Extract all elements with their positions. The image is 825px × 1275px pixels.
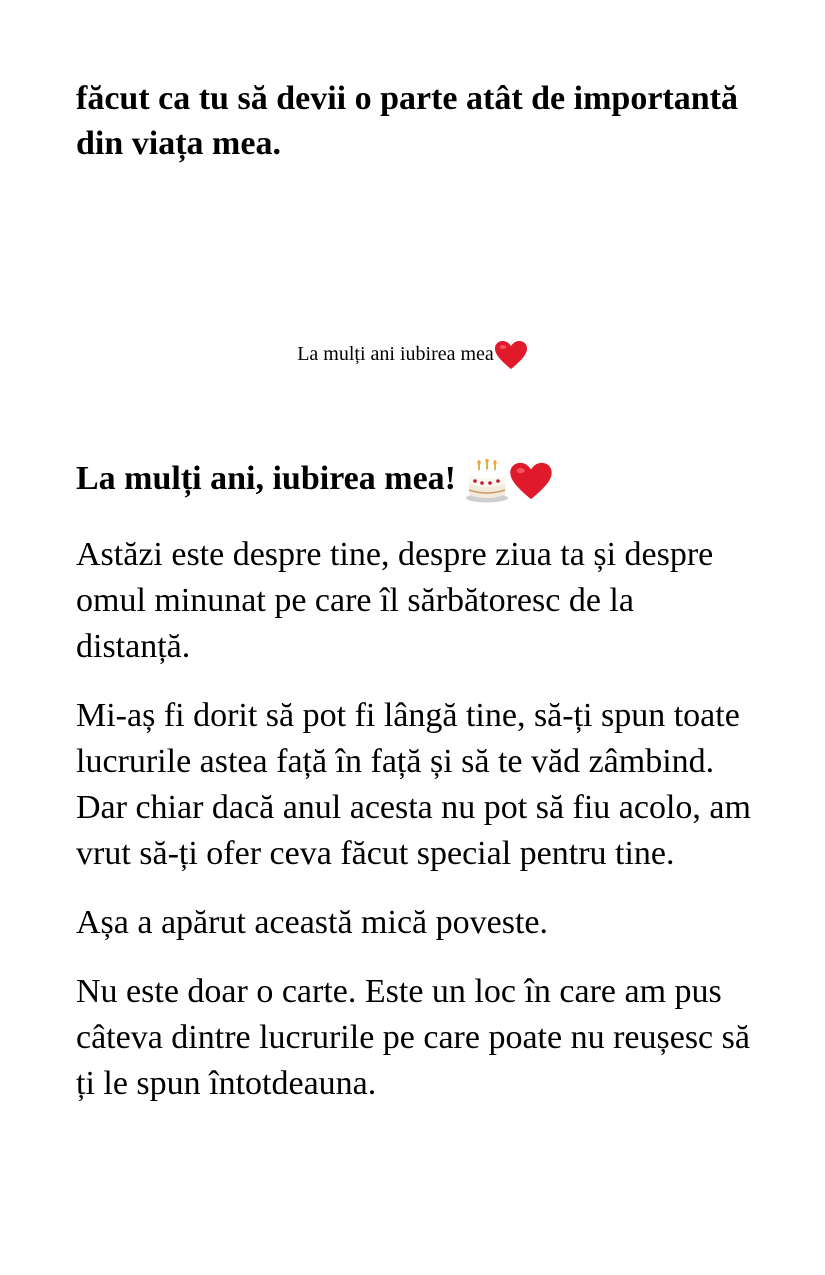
heading-text: La mulți ani, iubirea mea!: [76, 460, 456, 497]
paragraph: Mi-aș fi dorit să pot fi lângă tine, să-ți spun toate lucrurile astea față în față și să te văd zâmbind. Dar chiar dacă anul acesta nu pot să fiu acolo, am vrut să-ți ofer ceva făcut special pentru tine.: [76, 697, 751, 872]
caption-text: La mulți ani iubirea mea: [297, 343, 494, 365]
continued-paragraph: făcut ca tu să devii o parte atât de importantă din viața mea.: [76, 80, 738, 162]
letter-body: [76, 532, 756, 1130]
paragraph: Așa a apărut această mică poveste.: [76, 904, 548, 941]
paragraph: Nu este doar o carte. Este un loc în care am pus câteva dintre lucrurile pe care poate nu reușesc să ți le spun întotdeauna.: [76, 973, 750, 1102]
letter-heading: [76, 455, 776, 503]
red-heart-icon: [509, 461, 553, 501]
birthday-cake-icon: [465, 459, 509, 503]
dedication-caption: [0, 340, 825, 370]
paragraph: Astăzi este despre tine, despre ziua ta și despre omul minunat pe care îl sărbătoresc de la distanță.: [76, 536, 714, 665]
red-heart-icon: [494, 340, 528, 370]
